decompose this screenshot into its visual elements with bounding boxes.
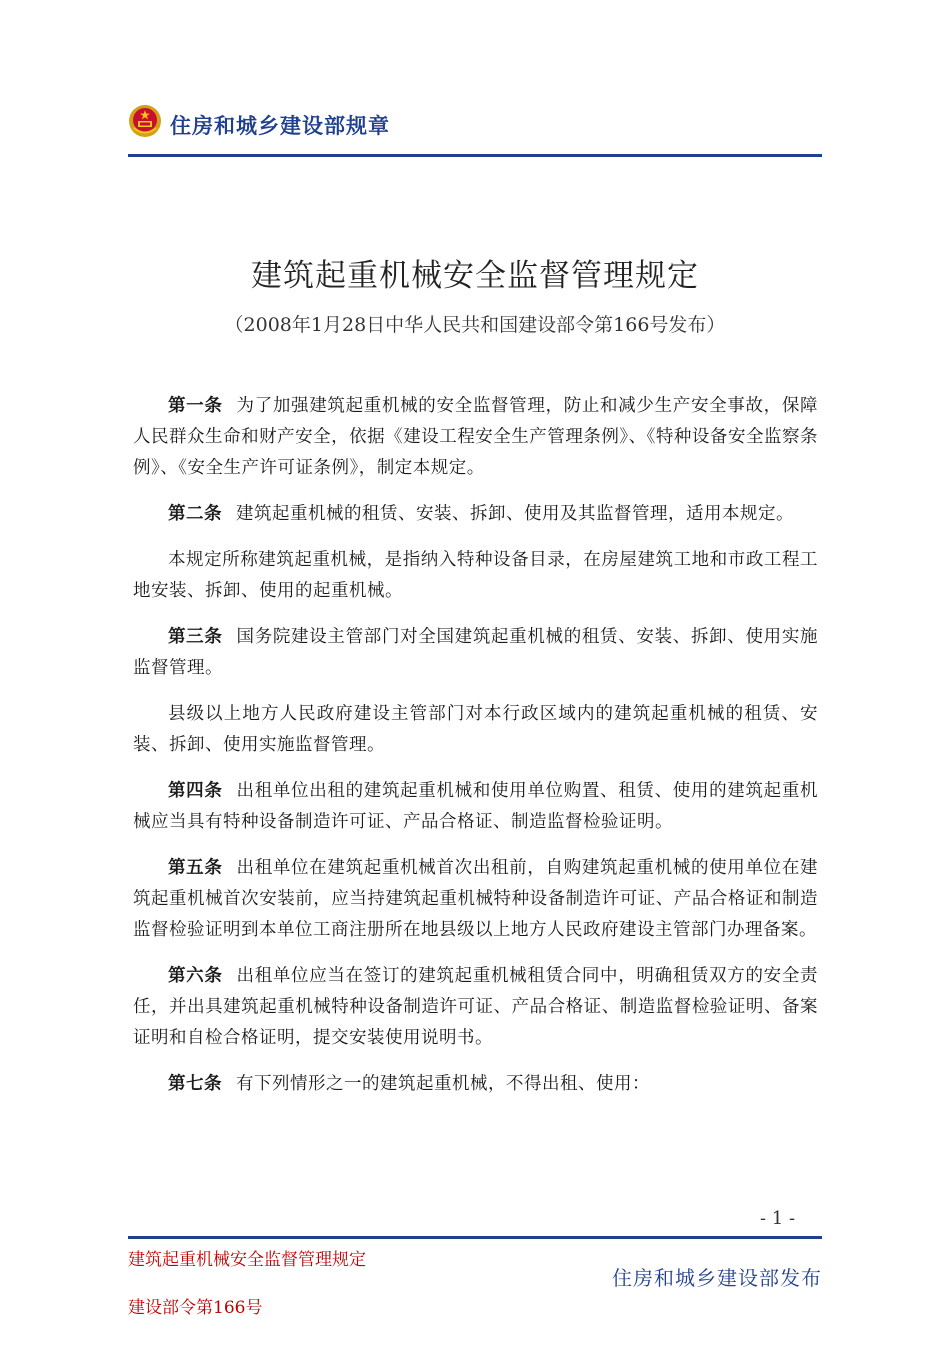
footer-decree-number: 建设部令第166号 <box>128 1298 263 1318</box>
footer-divider <box>128 1236 822 1239</box>
paragraph <box>133 622 818 684</box>
article-label: 第四条 <box>168 781 223 801</box>
header-title: 住房和城乡建设部规章 <box>170 113 390 138</box>
paragraph <box>133 1069 818 1100</box>
paragraph <box>133 545 818 607</box>
article-label: 第六条 <box>168 966 223 986</box>
article-label: 第五条 <box>168 858 223 878</box>
article-label: 第三条 <box>168 627 223 647</box>
paragraph-text: 出租单位应当在签订的建筑起重机械租赁合同中，明确租赁双方的安全责任，并出具建筑起重机械特种设备制造许可证、产品合格证、制造监督检验证明、备案证明和自检合格证明，提交安装使用说明书。 <box>133 966 818 1048</box>
paragraph-text: 本规定所称建筑起重机械，是指纳入特种设备目录，在房屋建筑工地和市政工程工地安装、拆卸、使用的起重机械。 <box>133 550 818 601</box>
paragraph-text: 县级以上地方人民政府建设主管部门对本行政区域内的建筑起重机械的租赁、安装、拆卸、使用实施监督管理。 <box>133 704 818 755</box>
paragraph-text: 有下列情形之一的建筑起重机械，不得出租、使用： <box>236 1074 650 1094</box>
page-header <box>128 104 822 154</box>
paragraph <box>133 499 818 530</box>
article-label: 第二条 <box>168 504 222 524</box>
paragraph <box>133 391 818 484</box>
paragraph-text: 建筑起重机械的租赁、安装、拆卸、使用及其监督管理，适用本规定。 <box>236 504 794 524</box>
header-divider <box>128 154 822 157</box>
document-body <box>133 391 818 1115</box>
paragraph <box>133 961 818 1054</box>
paragraph-text: 出租单位在建筑起重机械首次出租前，自购建筑起重机械的使用单位在建筑起重机械首次安装前，应当持建筑起重机械特种设备制造许可证、产品合格证和制造监督检验证明到本单位工商注册所在地县级以上地方人民政府建设主管部门办理备案。 <box>133 858 818 940</box>
document-subtitle: （2008年1月28日中华人民共和国建设部令第166号发布） <box>224 314 726 336</box>
footer-document-name: 建筑起重机械安全监督管理规定 <box>128 1250 366 1270</box>
article-label: 第一条 <box>168 396 223 416</box>
page-number: - 1 - <box>760 1208 796 1229</box>
paragraph <box>133 699 818 761</box>
paragraph <box>133 853 818 946</box>
national-emblem-icon <box>128 104 162 138</box>
paragraph <box>133 776 818 838</box>
paragraph-text: 为了加强建筑起重机械的安全监督管理，防止和减少生产安全事故，保障人民群众生命和财产安全，依据《建设工程安全生产管理条例》、《特种设备安全监察条例》、《安全生产许可证条例》，制定本规定。 <box>133 396 818 478</box>
footer-publisher: 住房和城乡建设部发布 <box>612 1266 822 1290</box>
paragraph-text: 国务院建设主管部门对全国建筑起重机械的租赁、安装、拆卸、使用实施监督管理。 <box>133 627 818 678</box>
article-label: 第七条 <box>168 1074 222 1094</box>
document-title: 建筑起重机械安全监督管理规定 <box>251 258 699 294</box>
paragraph-text: 出租单位出租的建筑起重机械和使用单位购置、租赁、使用的建筑起重机械应当具有特种设备制造许可证、产品合格证、制造监督检验证明。 <box>133 781 818 832</box>
